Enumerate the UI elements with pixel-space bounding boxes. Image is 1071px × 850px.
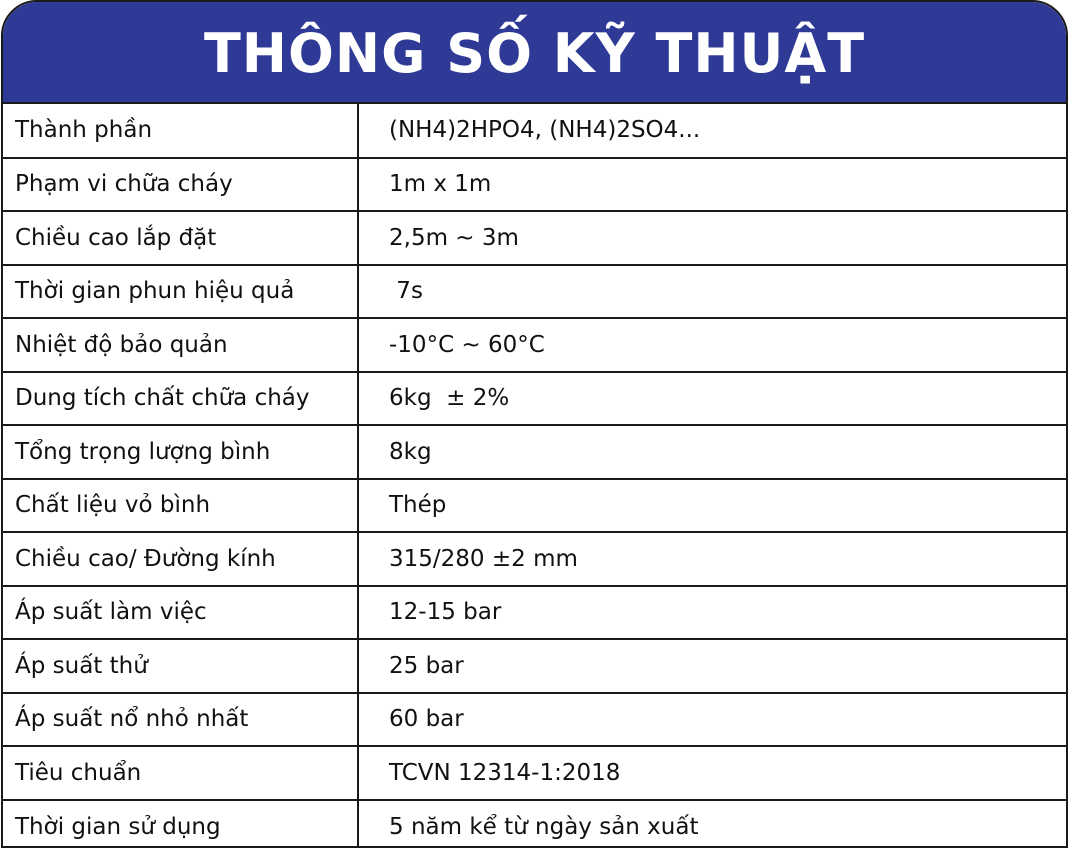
- row-label: Áp suất làm việc: [3, 586, 358, 640]
- row-label: Chiều cao/ Đường kính: [3, 532, 358, 586]
- table-row: [3, 746, 1066, 800]
- table-row: [3, 318, 1066, 372]
- table-row: [3, 425, 1066, 479]
- row-value: 315/280 ±2 mm: [358, 532, 1066, 586]
- row-label: Áp suất thử: [3, 639, 358, 693]
- row-value: 7s: [358, 265, 1066, 319]
- row-label: Tiêu chuẩn: [3, 746, 358, 800]
- row-label: Phạm vi chữa cháy: [3, 158, 358, 212]
- row-value: 25 bar: [358, 639, 1066, 693]
- table-row: [3, 265, 1066, 319]
- row-label: Chất liệu vỏ bình: [3, 479, 358, 533]
- table-row: [3, 586, 1066, 640]
- row-value: 5 năm kể từ ngày sản xuất: [389, 813, 699, 840]
- row-value: 1m x 1m: [358, 158, 1066, 212]
- table-row: [3, 532, 1066, 586]
- header-bar: [3, 2, 1066, 104]
- table-row: [3, 104, 1066, 158]
- spec-table: [3, 104, 1066, 848]
- row-value: Thép: [358, 479, 1066, 533]
- row-label: Dung tích chất chữa cháy: [3, 372, 358, 426]
- row-label: Áp suất nổ nhỏ nhất: [3, 693, 358, 747]
- row-label: Thời gian phun hiệu quả: [3, 265, 358, 319]
- table-row: [3, 211, 1066, 265]
- row-value: 60 bar: [358, 693, 1066, 747]
- table-row: [3, 158, 1066, 212]
- table-row: [3, 372, 1066, 426]
- row-label: Chiều cao lắp đặt: [3, 211, 358, 265]
- table-row: [3, 693, 1066, 747]
- row-label: Thành phần: [3, 104, 358, 158]
- row-value: TCVN 12314-1:2018: [358, 746, 1066, 800]
- spec-sheet: [1, 0, 1068, 848]
- row-value: -10°C ~ 60°C: [358, 318, 1066, 372]
- table-row: [3, 800, 1066, 849]
- table-row: [3, 479, 1066, 533]
- row-value: 6kg ± 2%: [358, 372, 1066, 426]
- row-value: 12-15 bar: [358, 586, 1066, 640]
- row-label: Nhiệt độ bảo quản: [3, 318, 358, 372]
- table-row: [3, 639, 1066, 693]
- row-value: 8kg: [358, 425, 1066, 479]
- page-title: THÔNG SỐ KỸ THUẬT: [203, 21, 866, 85]
- row-value: 2,5m ~ 3m: [358, 211, 1066, 265]
- row-label: Thời gian sử dụng: [3, 800, 358, 849]
- row-label: Tổng trọng lượng bình: [3, 425, 358, 479]
- row-value: (NH4)2HPO4, (NH4)2SO4...: [358, 104, 1066, 158]
